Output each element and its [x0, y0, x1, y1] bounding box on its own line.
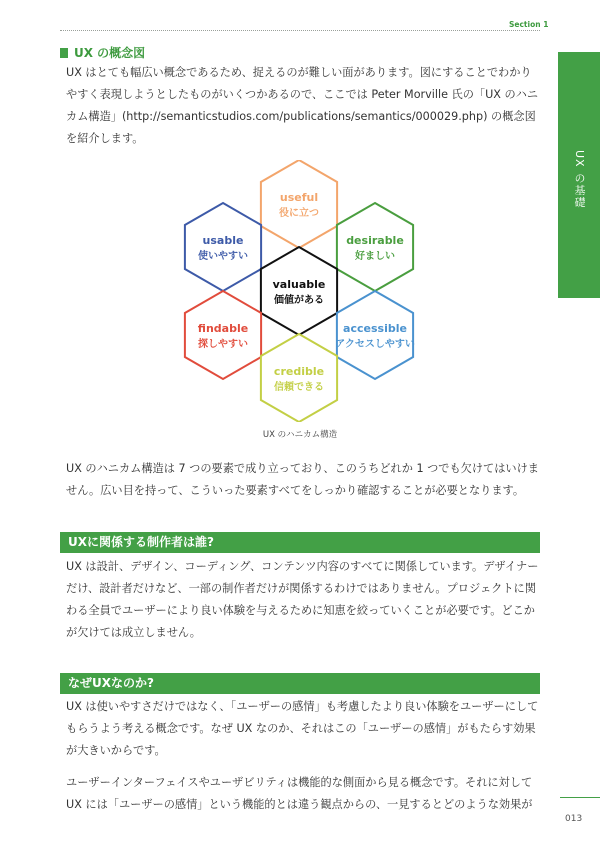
page-number-rule [560, 797, 600, 798]
honeycomb-cell [261, 247, 337, 335]
why-paragraph-2: ユーザーインターフェイスやユーザビリティは機能的な側面から見る概念です。それに対して UX には「ユーザーの感情」という機能的とは違う観点からの、一見するとどのような効果が [66, 776, 533, 811]
honeycomb-cell-en-label: valuable [272, 278, 326, 291]
honeycomb-cell-ja-label: 使いやすい [198, 251, 248, 262]
chapter-tab-label: UX の基礎 [573, 150, 586, 209]
producers-heading: UXに関係する制作者は誰? [60, 532, 540, 553]
honeycomb-cell-en-label: findable [197, 322, 249, 335]
honeycomb-cell-ja-label: 役に立つ [279, 208, 319, 219]
honeycomb-cell [261, 334, 337, 422]
intro-heading-text: UX の概念図 [74, 46, 146, 60]
why-paragraph-1: UX は使いやすさだけではなく、「ユーザーの感情」も考慮したより良い体験をユーザーにしてもらうよう考える概念です。なぜ UX なのか、それはこの「ユーザーの感情」がもたらす効果が大きいからです。 [66, 700, 539, 757]
producers-paragraph: UX は設計、デザイン、コーディング、コンテンツ内容のすべてに関係しています。デザイナーだけ、設計者だけなど、一部の制作者だけが関係するわけではありません。プロジェクトに関わる全員でユーザーにより良い体験を与えるために知恵を絞っていくことが必要です。どこかが欠けては成立しません。 [66, 560, 539, 639]
why-heading: なぜUXなのか? [60, 673, 540, 694]
honeycomb-cell-ja-label: 好ましい [355, 251, 395, 262]
honeycomb-cell-en-label: credible [273, 365, 325, 378]
diagram-caption: UX のハニカム構造 [262, 430, 338, 440]
honeycomb-cell-ja-label: 探しやすい [198, 339, 248, 350]
honeycomb-cell-en-label: useful [279, 191, 319, 204]
honeycomb-cell-en-label: desirable [346, 234, 404, 247]
honeycomb-cell [185, 203, 261, 291]
honeycomb-cell-en-label: accessible [343, 322, 407, 335]
heading-square-icon [60, 48, 68, 58]
honeycomb-paragraph: UX のハニカム構造は 7 つの要素で成り立っており、このうちどれか 1 つでも欠けてはいけません。広い目を持って、こういった要素すべてをしっかり確認することが必要となります。 [66, 462, 539, 497]
header-rule [60, 30, 540, 31]
intro-heading [60, 44, 145, 61]
honeycomb-cell-ja-label: 信頼できる [274, 382, 324, 393]
honeycomb-cell [185, 291, 261, 379]
honeycomb-cell [337, 203, 413, 291]
honeycomb-cell-ja-label: 価値がある [274, 295, 324, 306]
honeycomb-cell [337, 291, 413, 379]
section-label: Section 1 [509, 20, 549, 29]
honeycomb-cell-ja-label: アクセスしやすい [335, 339, 415, 350]
honeycomb-cell [261, 160, 337, 248]
page-number: 013 [565, 814, 583, 824]
honeycomb-cell-en-label: usable [202, 234, 244, 247]
intro-paragraph: UX はとても幅広い概念であるため、捉えるのが難しい面があります。図にすることでわかりやすく表現しようとしたものがいくつかあるので、ここでは Peter Morville 氏の「UX のハニカム構造」(http://semanticstudios.com/publications/semantics/000029.php) の概念図を紹介します。 [66, 66, 539, 145]
honeycomb-diagram [160, 160, 440, 422]
